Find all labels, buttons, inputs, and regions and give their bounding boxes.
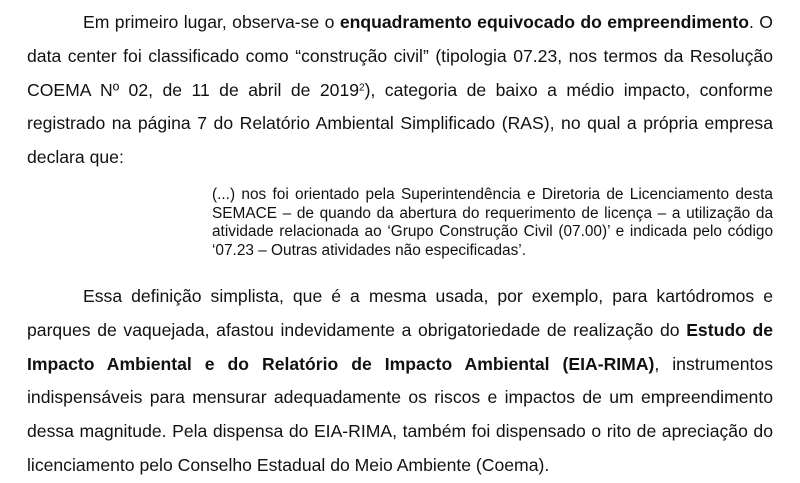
footnote-ref-2[interactable]: 2 — [359, 82, 365, 94]
block-quote: (...) nos foi orientado pela Superintendência e Diretoria de Licenciamento desta SEMACE – de quando da abertura do requerimento de licença – a utilização da atividade relacionada ao ‘Grupo Construção Civil (07.00)’ e indicada pelo código ‘07.23 – Outras atividades não especificadas’. — [212, 186, 773, 259]
paragraph-1-text-2: . O data center foi classificado como “construção civil” (tipologia 07.23, nos termos da Resolução COEMA Nº 02, de 11 de abril de 2019 — [27, 12, 773, 100]
paragraph-1 — [27, 6, 773, 175]
paragraph-2-text-1: Essa definição simplista, que é a mesma usada, por exemplo, para kartódromos e parques de vaquejada, afastou indevidamente a obrigatoriedade de realização do — [27, 286, 773, 340]
paragraph-2-text-2: , instrumentos indispensáveis para mensurar adequadamente os riscos e impactos de um empreendimento dessa magnitude. Pela dispensa do EIA-RIMA, também foi dispensado o rito de apreciação do licenciamento pelo Conselho Estadual do Meio Ambiente (Coema). — [27, 353, 773, 475]
paragraph-2-bold-1: Estudo de Impacto Ambiental e do Relatório de Impacto Ambiental (EIA-RIMA) — [27, 319, 773, 374]
paragraph-1-text-3: ), categoria de baixo a médio impacto, conforme registrado na página 7 do Relatório Ambiental Simplificado (RAS), no qual a própria empresa declara que: — [27, 79, 773, 168]
paragraph-2 — [27, 280, 773, 483]
paragraph-1-text-1: Em primeiro lugar, observa-se o — [83, 12, 340, 32]
paragraph-1-bold-1: enquadramento equivocado do empreendimento — [339, 12, 750, 32]
